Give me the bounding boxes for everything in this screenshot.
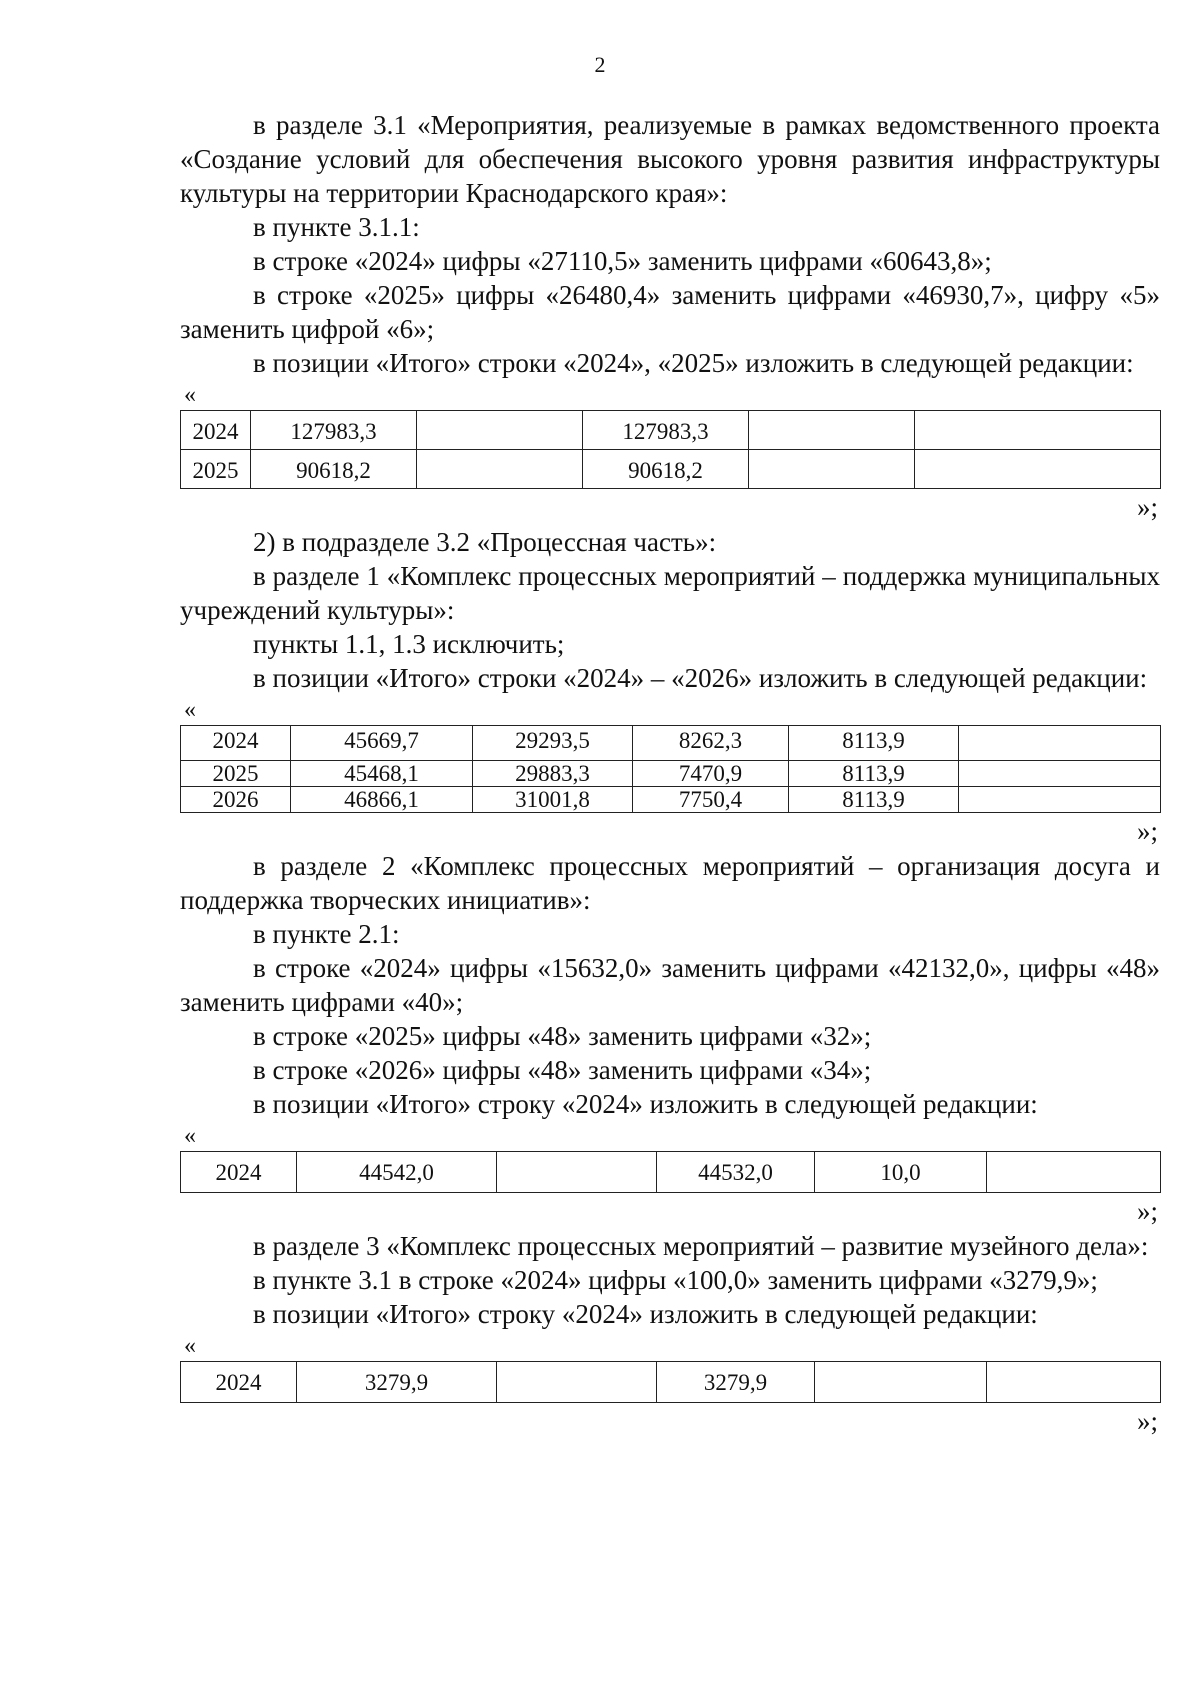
quote-close: »; xyxy=(1136,816,1158,846)
table-cell xyxy=(417,450,583,489)
paragraph-row-2025: в строке «2025» цифры «26480,4» заменить цифрами «46930,7», цифру «5» заменить цифрой «6»; xyxy=(180,280,1160,344)
table-cell: 8113,9 xyxy=(789,726,959,761)
table-cell: 45669,7 xyxy=(291,726,473,761)
table-cell: 7750,4 xyxy=(633,787,789,813)
table-cell: 45468,1 xyxy=(291,761,473,787)
table-cell xyxy=(987,1152,1161,1193)
table-cell: 44542,0 xyxy=(297,1152,497,1193)
table-row xyxy=(181,761,1161,787)
table-row xyxy=(181,1152,1161,1193)
table-cell: 10,0 xyxy=(815,1152,987,1193)
paragraph-item-3-1-1: в пункте 3.1.1: xyxy=(253,212,420,242)
quote-close: »; xyxy=(1136,492,1158,522)
quote-open: « xyxy=(184,382,196,408)
table-cell: 44532,0 xyxy=(657,1152,815,1193)
table-cell: 127983,3 xyxy=(251,411,417,450)
paragraph-row-2024: в строке «2024» цифры «15632,0» заменить цифрами «42132,0», цифры «48» заменить цифрами «40»; xyxy=(180,953,1160,1017)
table-cell: 8262,3 xyxy=(633,726,789,761)
table-cell: 8113,9 xyxy=(789,787,959,813)
table-row xyxy=(181,1362,1161,1403)
paragraph-section-2: в разделе 2 «Комплекс процессных мероприятий – организация досуга и поддержка творческих инициатив»: xyxy=(180,851,1160,915)
table-cell xyxy=(417,411,583,450)
table-cell: 90618,2 xyxy=(251,450,417,489)
table-row xyxy=(181,726,1161,761)
paragraph-total-instruction: в позиции «Итого» строку «2024» изложить в следующей редакции: xyxy=(253,1299,1038,1329)
quote-open: « xyxy=(184,697,196,723)
paragraph-exclude-items: пункты 1.1, 1.3 исключить; xyxy=(253,629,565,659)
paragraph-row-2024: в строке «2024» цифры «27110,5» заменить цифрами «60643,8»; xyxy=(253,246,992,276)
table-cell xyxy=(915,411,1161,450)
table-cell xyxy=(497,1362,657,1403)
paragraph-total-instruction: в позиции «Итого» строку «2024» изложить в следующей редакции: xyxy=(253,1089,1038,1119)
table-row xyxy=(181,450,1161,489)
table-cell xyxy=(959,761,1161,787)
table-cell: 2024 xyxy=(181,411,251,450)
paragraph-row-2026: в строке «2026» цифры «48» заменить цифрами «34»; xyxy=(253,1055,872,1085)
paragraph-total-instruction: в позиции «Итого» строки «2024» – «2026» изложить в следующей редакции: xyxy=(253,663,1148,693)
table-cell xyxy=(749,450,915,489)
table-cell: 2024 xyxy=(181,1362,297,1403)
quote-close: »; xyxy=(1136,1406,1158,1436)
table-cell: 29293,5 xyxy=(473,726,633,761)
paragraph-subsection-3-2: 2) в подразделе 3.2 «Процессная часть»: xyxy=(253,527,717,557)
table-row xyxy=(181,411,1161,450)
table-cell: 31001,8 xyxy=(473,787,633,813)
quote-open: « xyxy=(184,1333,196,1359)
table-cell xyxy=(497,1152,657,1193)
paragraph-section-3: в разделе 3 «Комплекс процессных мероприятий – развитие музейного дела»: xyxy=(253,1231,1149,1261)
table-cell: 7470,9 xyxy=(633,761,789,787)
table-cell xyxy=(915,450,1161,489)
table-cell: 2024 xyxy=(181,726,291,761)
paragraph-section-3-1: в разделе 3.1 «Мероприятия, реализуемые в рамках ведомственного проекта «Создание условий для обеспечения высокого уровня развития инфраструктуры культуры на территории Краснодарского края»: xyxy=(180,110,1160,208)
paragraph-item-2-1: в пункте 2.1: xyxy=(253,919,400,949)
table-cell: 2026 xyxy=(181,787,291,813)
table-cell xyxy=(987,1362,1161,1403)
quote-open: « xyxy=(184,1123,196,1149)
document-body xyxy=(180,108,1160,1439)
table-cell: 2025 xyxy=(181,761,291,787)
paragraph-section-1: в разделе 1 «Комплекс процессных мероприятий – поддержка муниципальных учреждений культуры»: xyxy=(180,561,1160,625)
table-cell: 127983,3 xyxy=(583,411,749,450)
table-cell: 46866,1 xyxy=(291,787,473,813)
table-3 xyxy=(180,1151,1161,1193)
table-cell xyxy=(959,787,1161,813)
table-cell: 2024 xyxy=(181,1152,297,1193)
table-row xyxy=(181,787,1161,813)
table-cell: 3279,9 xyxy=(297,1362,497,1403)
table-cell xyxy=(749,411,915,450)
table-cell xyxy=(959,726,1161,761)
table-4 xyxy=(180,1361,1161,1403)
paragraph-total-instruction: в позиции «Итого» строки «2024», «2025» изложить в следующей редакции: xyxy=(253,348,1134,378)
table-cell: 2025 xyxy=(181,450,251,489)
table-cell: 8113,9 xyxy=(789,761,959,787)
quote-close: »; xyxy=(1136,1196,1158,1226)
table-1 xyxy=(180,410,1161,489)
paragraph-item-3-1: в пункте 3.1 в строке «2024» цифры «100,0» заменить цифрами «3279,9»; xyxy=(253,1265,1098,1295)
paragraph-row-2025: в строке «2025» цифры «48» заменить цифрами «32»; xyxy=(253,1021,872,1051)
table-cell: 90618,2 xyxy=(583,450,749,489)
table-cell: 29883,3 xyxy=(473,761,633,787)
page-number: 2 xyxy=(594,52,606,77)
table-2 xyxy=(180,725,1161,813)
table-cell: 3279,9 xyxy=(657,1362,815,1403)
table-cell xyxy=(815,1362,987,1403)
